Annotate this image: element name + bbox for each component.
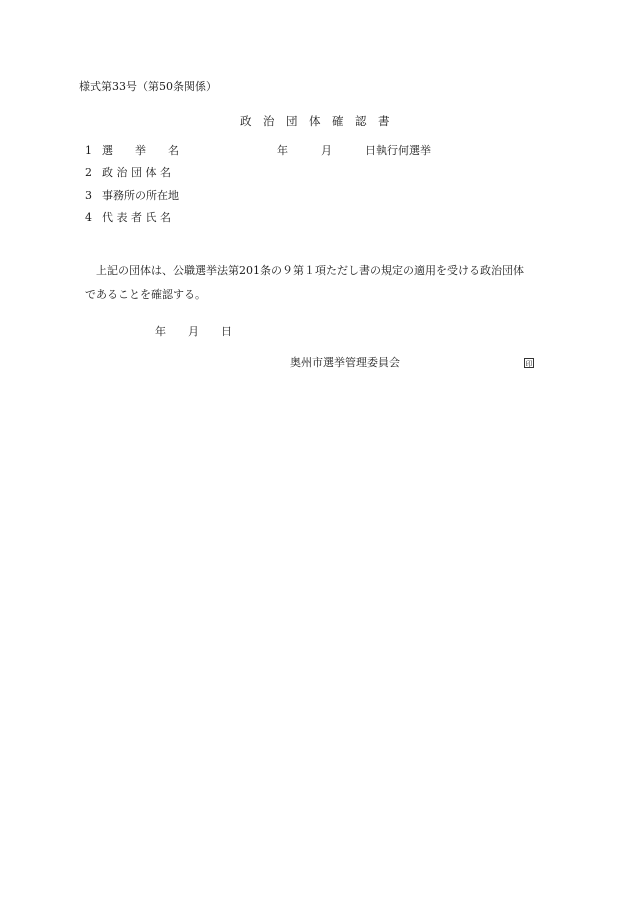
item-number-1: 1 [85, 144, 92, 157]
confirmation-date: 年 月 日 [155, 325, 232, 338]
seal-mark: 印 [525, 360, 533, 368]
item-label-representative-name: 代 表 者 氏 名 [102, 211, 171, 224]
body-text-line-2: であることを確認する。 [85, 288, 206, 301]
item-value-election-date: 年 月 日執行何選挙 [277, 144, 431, 157]
item-number-4: 4 [85, 211, 92, 224]
item-number-2: 2 [85, 166, 92, 179]
item-label-office-address: 事務所の所在地 [102, 189, 179, 202]
document-title: 政 治 団 体 確 認 書 [240, 114, 390, 128]
item-label-political-group-name: 政 治 団 体 名 [102, 166, 171, 179]
item-label-election-name: 選 挙 名 [102, 144, 179, 157]
election-committee-name: 奥州市選挙管理委員会 [290, 356, 400, 369]
body-text-line-1: 上記の団体は、公職選挙法第201条の９第１項ただし書の規定の適用を受ける政治団体 [96, 264, 524, 277]
form-number: 様式第33号（第50条関係） [79, 80, 217, 93]
item-number-3: 3 [85, 189, 92, 202]
